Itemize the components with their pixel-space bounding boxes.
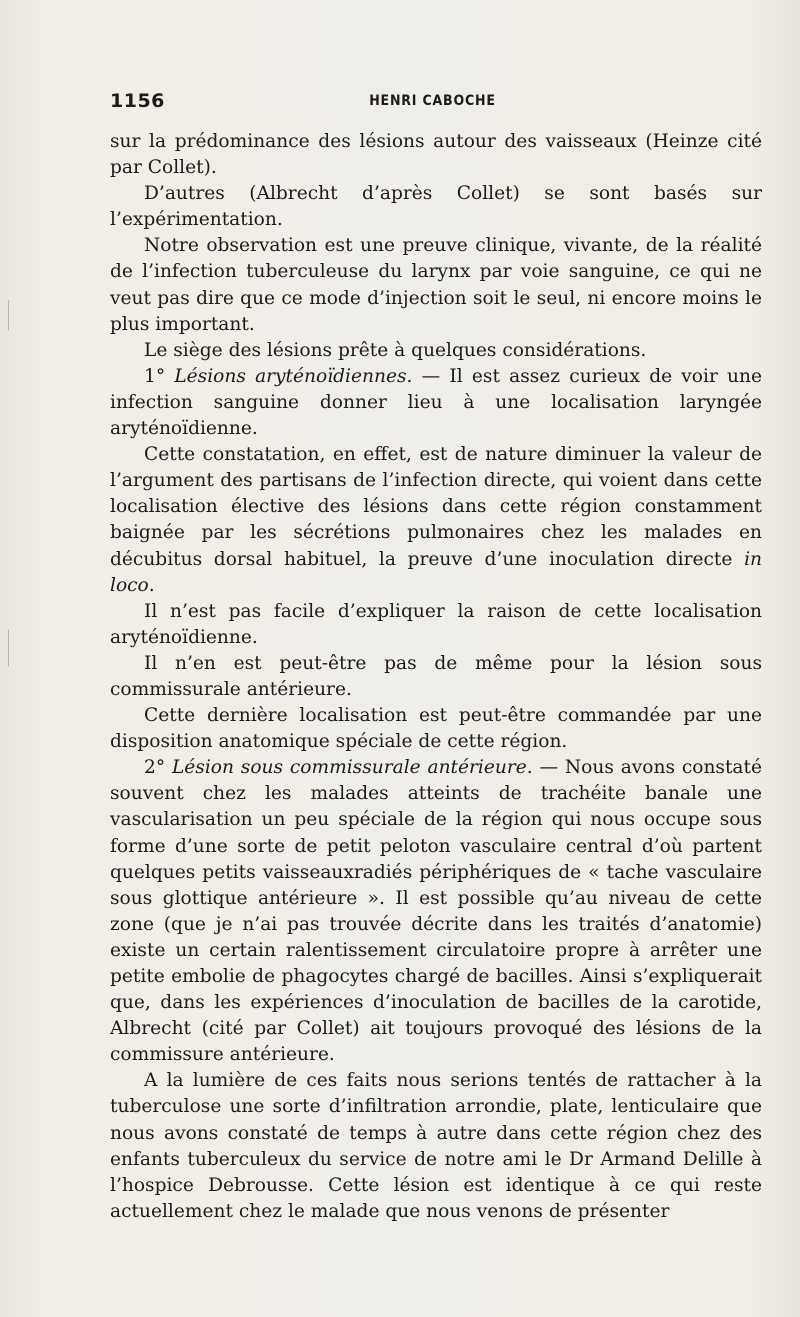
- text-run: A la lumière de ces faits nous serions tentés de rattacher à la tuberculose une sorte d’infiltration arrondie, plate, lenticulaire que nous avons constaté de temps à autre dans cette région chez des enfants tuberculeux du service de notre ami le Dr Armand Delille à l’hospice Debrousse. Cette lésion est identique à ce qui reste actuellement chez le malade que nous venons de présenter: [110, 1070, 762, 1222]
- page-number: 1156: [110, 90, 165, 112]
- margin-mark: [8, 300, 9, 330]
- text-run: — Il est assez curieux de voir une infection sanguine donner lieu à une localisation laryngée aryténoïdienne.: [110, 365, 762, 440]
- paragraph: [110, 129, 762, 181]
- paragraph: [110, 703, 762, 755]
- text-run: sur la prédominance des lésions autour des vaisseaux (Heinze cité par Collet).: [110, 131, 762, 179]
- paragraph: [110, 338, 762, 364]
- paragraph: [110, 364, 762, 442]
- text-run: Le siège des lésions prête à quelques considérations.: [144, 339, 647, 361]
- text-run: 1°: [144, 365, 175, 387]
- paragraph: [110, 1068, 762, 1225]
- italic-text: Lésion sous commissurale antérieure.: [171, 757, 533, 779]
- text-run: D’autres (Albrecht d’après Collet) se sont basés sur l’expérimentation.: [110, 183, 762, 231]
- paragraph: [110, 442, 762, 599]
- paragraph: [110, 233, 762, 337]
- paragraph: [110, 651, 762, 703]
- margin-mark: [8, 630, 9, 666]
- text-run: Il n’en est peut-être pas de même pour la lésion sous commissurale antérieure.: [110, 652, 762, 700]
- text-run: Il n’est pas facile d’expliquer la raison de cette localisation aryténoïdienne.: [110, 600, 762, 648]
- text-run: 2°: [144, 757, 172, 779]
- text-run: Cette dernière localisation est peut-être commandée par une disposition anatomique spéciale de cette région.: [110, 705, 762, 753]
- paragraph: [110, 755, 762, 1068]
- italic-text: in loco: [110, 548, 762, 596]
- text-run: Cette constatation, en effet, est de nature diminuer la valeur de l’argument des partisans de l’infection directe, qui voient dans cette localisation élective des lésions dans cette région constamment baignée par les sécrétions pulmonaires chez les malades en décubitus dorsal habituel, la preuve d’une inoculation directe: [110, 444, 762, 570]
- paragraph: [110, 599, 762, 651]
- text-run: Notre observation est une preuve clinique, vivante, de la réalité de l’infection tuberculeuse du larynx par voie sanguine, ce qui ne veut pas dire que ce mode d’injection soit le seul, ni encore moins le plus important.: [110, 235, 762, 335]
- paragraph: [110, 181, 762, 233]
- text-run: .: [148, 574, 155, 596]
- page-header: [110, 90, 755, 112]
- running-head: HENRI CABOCHE: [369, 93, 496, 109]
- italic-text: Lésions aryténoïdiennes.: [174, 365, 413, 387]
- text-run: — Nous avons constaté souvent chez les malades atteints de trachéite banale une vascularisation un peu spéciale de la région qui nous occupe sous forme d’une sorte de petit peloton vasculaire central d’où partent quelques petits vaisseauxradiés périphériques de « tache vasculaire sous glottique antérieure ». Il est possible qu’au niveau de cette zone (que je n’ai pas trouvée décrite dans les traités d’anatomie) existe un certain ralentissement circulatoire propre à arrêter une petite embolie de phagocytes chargé de bacilles. Ainsi s’expliquerait que, dans les expériences d’inoculation de bacilles de la carotide, Albrecht (cité par Collet) ait toujours provoqué des lésions de la commissure antérieure.: [110, 757, 762, 1066]
- body-text: [110, 129, 762, 1225]
